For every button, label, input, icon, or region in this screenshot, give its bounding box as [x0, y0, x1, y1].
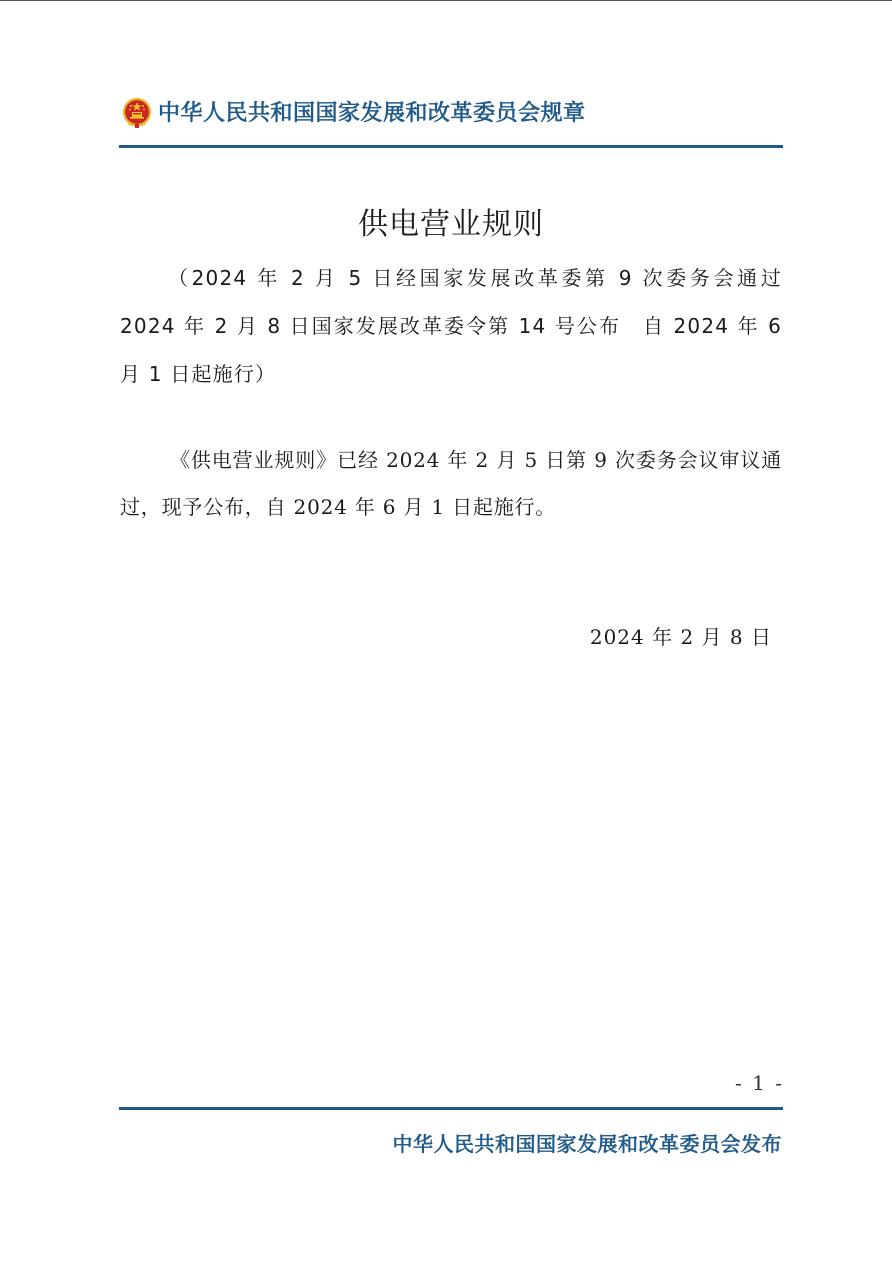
adoption-note: （2024 年 2 月 5 日经国家发展改革委第 9 次委务会通过 2024 年 2 月 8 日国家发展改革委令第 14 号公布 自 2024 年 6 月 1 日起施行） [120, 266, 782, 386]
footer-publisher: 中华人民共和国国家发展和改革委员会发布 [392, 1132, 782, 1156]
page-top-border [0, 0, 892, 1]
page-number: - 1 - [735, 1071, 784, 1095]
document-title: 供电营业规则 [358, 207, 544, 242]
footer-divider [119, 1107, 783, 1110]
header-title: 中华人民共和国国家发展和改革委员会规章 [158, 101, 586, 126]
signature-date: 2024 年 2 月 8 日 [589, 625, 772, 649]
national-emblem-icon [121, 97, 153, 129]
header-divider [119, 145, 783, 148]
announcement-paragraph: 《供电营业规则》已经 2024 年 2 月 5 日第 9 次委务会议审议通过，现予公布，自 2024 年 6 月 1 日起施行。 [120, 448, 782, 519]
document-header [120, 95, 782, 135]
